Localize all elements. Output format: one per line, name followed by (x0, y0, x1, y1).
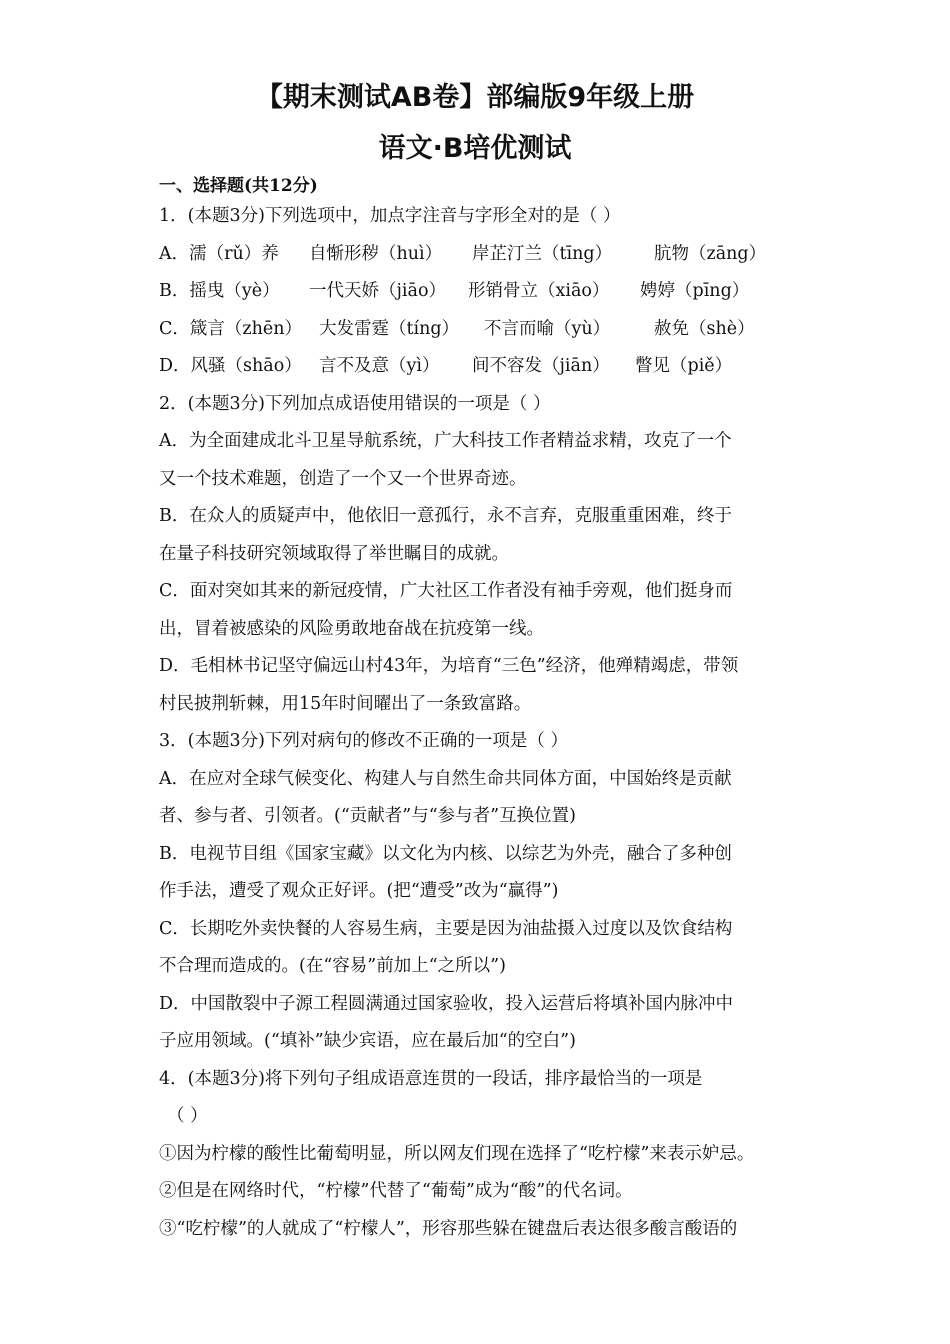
question-3-option-c: C．长期吃外卖快餐的人容易生病，主要是因为油盐摄入过度以及饮食结构 (159, 918, 733, 939)
option-item: 不言而喻（yù） (484, 318, 611, 339)
question-4-sentence-2: ②但是在网络时代，“柠檬”代替了“葡萄”成为“酸”的代名词。 (159, 1181, 633, 1201)
option-item: 言不及意（yì） (319, 356, 440, 376)
question-2-stem: 2．(本题3分)下列加点成语使用错误的一项是（ ） (159, 393, 551, 414)
question-1-option-a (159, 236, 799, 274)
option-item: 间不容发（jiān） (472, 356, 610, 376)
option-item: 自惭形秽（huì） (309, 243, 443, 264)
question-3-option-a-cont: 者、参与者、引领者。(“贡献者”与“参与者”互换位置) (159, 806, 576, 826)
option-item: D．风骚（shāo） (159, 356, 302, 376)
question-1-option-c (159, 311, 799, 349)
option-item: 娉婷（pīng） (640, 281, 750, 301)
question-2-option-a-cont: 又一个技术难题，创造了一个又一个世界奇迹。 (159, 468, 527, 489)
exam-title: 【期末测试AB卷】部编版9年级上册 (255, 82, 695, 113)
question-2-option-b: B．在众人的质疑声中，他依旧一意孤行，永不言弃，克服重重困难，终于 (159, 506, 732, 526)
option-item: 形销骨立（xiāo） (468, 281, 610, 301)
option-item: 肮物（zāng） (654, 243, 767, 264)
question-3-option-c-cont: 不合理而造成的。(在“容易”前加上“之所以”) (159, 956, 506, 976)
question-2-option-b-cont: 在量子科技研究领域取得了举世瞩目的成就。 (159, 543, 509, 564)
question-3-option-d-cont: 子应用领域。(“填补”缺少宾语，应在最后加“的空白”) (159, 1031, 576, 1051)
question-4-sentence-3: ③“吃柠檬”的人就成了“柠檬人”，形容那些躲在键盘后表达很多酸言酸语的 (159, 1218, 738, 1239)
question-3-option-b: B．电视节目组《国家宝藏》以文化为内核、以综艺为外壳，融合了多种创 (159, 843, 732, 864)
option-item: B．摇曳（yè） (159, 281, 280, 301)
question-2-option-a: A．为全面建成北斗卫星导航系统，广大科技工作者精益求精，攻克了一个 (159, 431, 732, 451)
exam-subtitle: 语文·B培优测试 (378, 133, 572, 164)
question-list (159, 198, 799, 1248)
section-heading: 一、选择题(共12分) (159, 176, 318, 196)
option-item: A．濡（rǔ）养 (159, 243, 279, 264)
question-3-option-b-cont: 作手法，遭受了观众正好评。(把“遭受”改为“赢得”) (159, 881, 559, 901)
question-3-option-d: D．中国散裂中子源工程圆满通过国家验收，投入运营后将填补国内脉冲中 (159, 993, 734, 1014)
question-1-option-b (159, 273, 799, 311)
question-2-option-d-cont: 村民披荆斩棘，用15年时间曜出了一条致富路。 (159, 693, 532, 714)
option-item: 一代天娇（jiāo） (309, 281, 446, 301)
option-item: 大发雷霆（tíng） (319, 318, 460, 339)
option-item: 瞥见（piě） (635, 356, 733, 376)
question-4-sentence-1: ①因为柠檬的酸性比葡萄明显，所以网友们现在选择了“吃柠檬”来表示妒忌。 (159, 1143, 755, 1164)
question-2-option-c-cont: 出，冒着被感染的风险勇敢地奋战在抗疫第一线。 (159, 618, 544, 639)
question-1-option-d (159, 348, 799, 386)
option-item: C．箴言（zhēn） (159, 318, 303, 339)
question-4-answer-paren: （ ） (167, 1106, 208, 1126)
question-2-option-c: C．面对突如其来的新冠疫情，广大社区工作者没有袖手旁观，他们挺身而 (159, 581, 733, 601)
question-2-option-d: D．毛相林书记坚守偏远山村43年，为培育“三色”经济，他殚精竭虑，带领 (159, 656, 739, 676)
question-3-option-a: A．在应对全球气候变化、构建人与自然生命共同体方面，中国始终是贡献 (159, 768, 732, 789)
question-3-stem: 3．(本题3分)下列对病句的修改不正确的一项是（ ） (159, 731, 568, 751)
question-4-stem: 4．(本题3分)将下列句子组成语意连贯的一段话，排序最恰当的一项是 (159, 1068, 703, 1089)
option-item: 赦免（shè） (654, 318, 755, 339)
option-item: 岸芷汀兰（tīng） (472, 243, 613, 264)
question-1-stem: 1．(本题3分)下列选项中，加点字注音与字形全对的是（ ） (159, 206, 621, 226)
